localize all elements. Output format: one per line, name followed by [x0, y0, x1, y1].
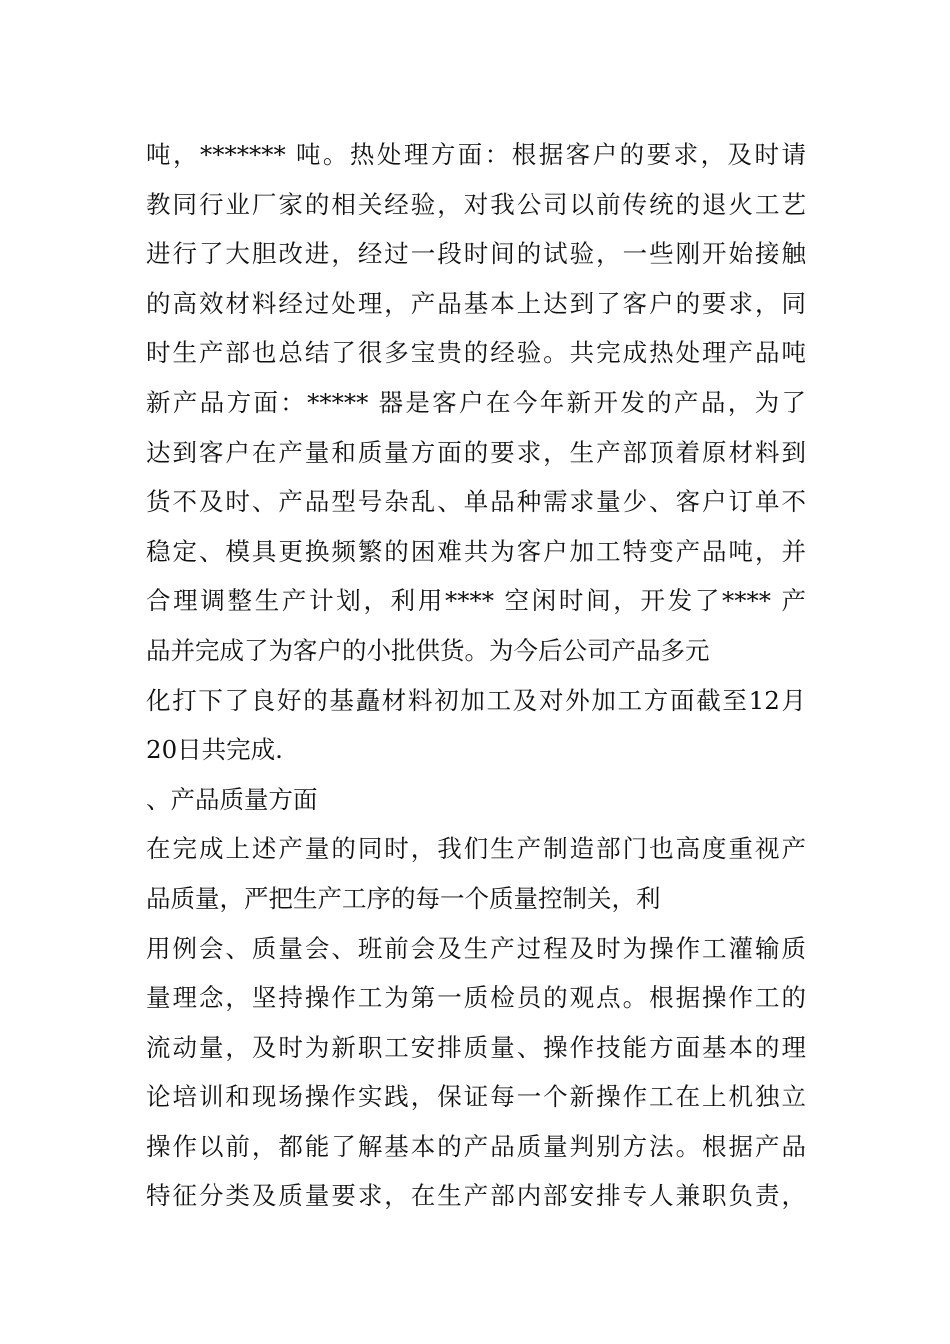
- text-line: 特征分类及质量要求，在生产部内部安排专人兼职负责，: [146, 1181, 806, 1211]
- text-line: 量理念，坚持操作工为第一质检员的观点。根据操作工的: [146, 983, 806, 1013]
- text-line: 教同行业厂家的相关经验，对我公司以前传统的退火工艺: [146, 189, 806, 219]
- text-line: 合理调整生产计划，利用**** 空闲时间，开发了**** 产: [146, 586, 806, 616]
- text-line: 用例会、质量会、班前会及生产过程及时为操作工灌输质: [146, 933, 806, 963]
- text-line: 20日共完成.: [146, 735, 283, 765]
- section-heading: 、产品质量方面: [146, 784, 318, 814]
- text-line: 论培训和现场操作实践，保证每一个新操作工在上机独立: [146, 1082, 806, 1112]
- text-line: 稳定、模具更换频繁的困难共为客户加工特变产品吨，并: [146, 536, 806, 566]
- text-line: 货不及时、产品型号杂乱、单品种需求量少、客户订单不: [146, 487, 806, 517]
- text-line: 吨，******* 吨。热处理方面：根据客户的要求，及时请: [146, 140, 806, 169]
- text-line: 时生产部也总结了很多宝贵的经验。共完成热处理产品吨: [146, 338, 806, 368]
- text-line: 操作以前，都能了解基本的产品质量判别方法。根据产品: [146, 1131, 806, 1161]
- text-line: 的高效材料经过处理，产品基本上达到了客户的要求，同: [146, 288, 806, 318]
- text-line: 品质量，严把生产工序的每一个质量控制关，利: [146, 883, 661, 913]
- text-line: 达到客户在产量和质量方面的要求，生产部顶着原材料到: [146, 437, 806, 467]
- text-line: 化打下了良好的基矗材料初加工及对外加工方面截至12月: [146, 685, 806, 715]
- document-body: [146, 130, 806, 1221]
- text-line: 流动量，及时为新职工安排质量、操作技能方面基本的理: [146, 1032, 806, 1062]
- text-line: 品并完成了为客户的小批供货。为今后公司产品多元: [146, 635, 710, 665]
- text-line: 进行了大胆改进，经过一段时间的试验，一些刚开始接触: [146, 239, 806, 269]
- text-line: 新产品方面：***** 器是客户在今年新开发的产品，为了: [146, 387, 806, 417]
- text-line: 在完成上述产量的同时，我们生产制造部门也高度重视产: [146, 834, 806, 864]
